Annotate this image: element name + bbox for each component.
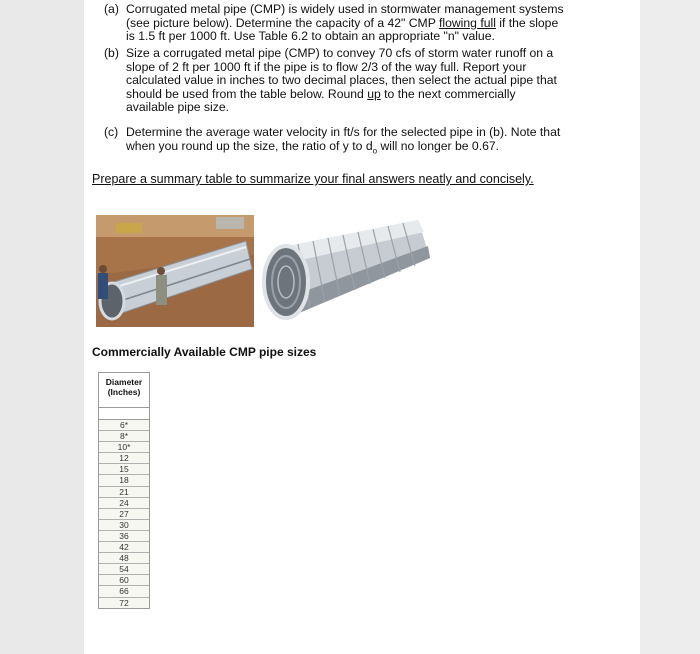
size-row: 6*: [99, 420, 149, 431]
size-row: 42: [99, 542, 149, 553]
trench-pipe-photo: [96, 215, 254, 327]
question-c-line-1: Determine the average water velocity in ft/s for the selected pipe in (b). Note that: [126, 125, 561, 139]
size-row: 15: [99, 464, 149, 475]
question-c-line-2: when you round up the size, the ratio of y to $d_o$ will no longer be 0.67.: [126, 138, 500, 156]
document-page: [84, 0, 640, 654]
flowing-full-emphasis: flowing full: [439, 15, 496, 30]
question-c: [104, 126, 624, 158]
size-row: 27: [99, 509, 149, 520]
size-row: 8*: [99, 431, 149, 442]
question-c-tag: (c): [104, 125, 119, 139]
header-line-2: (Inches): [107, 387, 141, 397]
header-line-1: Diameter: [105, 377, 143, 387]
size-row: 66: [99, 586, 149, 597]
question-a-tag: (a): [104, 2, 119, 16]
table-title: Commercially Available CMP pipe sizes: [92, 345, 317, 359]
size-row: 48: [99, 553, 149, 564]
size-row: 10*: [99, 442, 149, 453]
question-b: [104, 47, 624, 115]
question-b-line-5: available pipe size.: [126, 100, 229, 115]
table-spacer: [99, 408, 149, 419]
size-row: 30: [99, 520, 149, 531]
question-a-line-2: (see picture below). Determine the capacity of a 42" CMP flowing full if the slope: [126, 15, 559, 30]
d-subscript: o: [372, 146, 378, 156]
question-b-line-2: slope of 2 ft per 1000 ft if the pipe is to flow 2/3 of the way full. Report your: [126, 59, 527, 74]
right-margin: [640, 0, 700, 654]
size-row: 12: [99, 453, 149, 464]
size-row: 72: [99, 598, 149, 608]
size-row: 18: [99, 475, 149, 486]
table-header: [99, 373, 149, 408]
question-b-line-3: calculated value in inches to two decimal places, then select the actual pipe that: [126, 73, 557, 88]
round-up-emphasis: up: [367, 86, 381, 101]
question-a: [104, 3, 624, 44]
size-row: 36: [99, 531, 149, 542]
corrugated-pipe-photo: [258, 218, 432, 320]
question-b-line-4: should be used from the table below. Round up to the next commercially: [126, 86, 516, 101]
size-row: 60: [99, 575, 149, 586]
question-b-line-1: Size a corrugated metal pipe (CMP) to convey 70 cfs of storm water runoff on a: [126, 46, 554, 60]
size-row: 24: [99, 498, 149, 509]
summary-instruction: Prepare a summary table to summarize your final answers neatly and concisely.: [92, 172, 534, 186]
size-rows: [99, 419, 149, 608]
left-margin: [0, 0, 84, 654]
question-a-line-1: Corrugated metal pipe (CMP) is widely used in stormwater management systems: [126, 2, 564, 16]
size-row: 21: [99, 487, 149, 498]
size-row: 54: [99, 564, 149, 575]
question-b-tag: (b): [104, 46, 119, 60]
question-a-line-3: is 1.5 ft per 1000 ft. Use Table 6.2 to obtain an appropriate "n" value.: [126, 29, 495, 44]
cmp-sizes-table: [98, 372, 150, 609]
